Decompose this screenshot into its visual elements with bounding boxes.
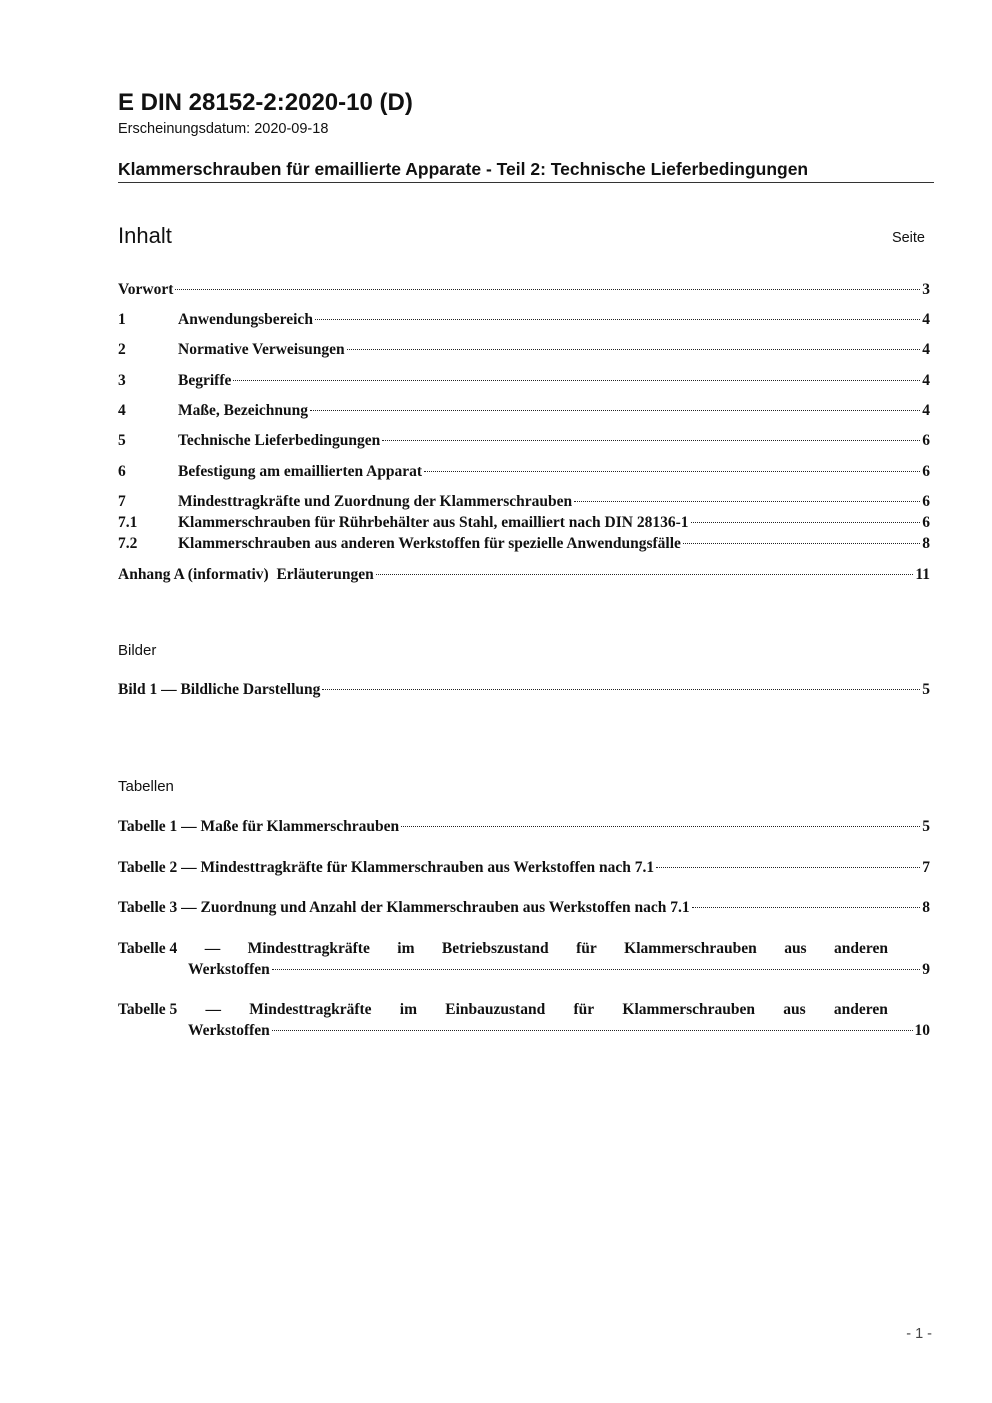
toc-entry-page: 6 (922, 463, 930, 480)
toc-entry-7[interactable] (118, 491, 930, 513)
dot-leader (574, 501, 920, 502)
table-entry-text-line-1 (118, 999, 888, 1020)
toc-entry-page: 3 (922, 281, 930, 298)
toc-entry-6[interactable] (118, 461, 930, 483)
toc-entry-number: 3 (118, 372, 126, 389)
table-entry-word: Klammerschrauben (624, 940, 757, 957)
table-entry-4[interactable] (118, 938, 930, 980)
table-entry-5[interactable] (118, 999, 930, 1041)
toc-entry-text: Klammerschrauben für Rührbehälter aus Stahl, emailliert nach DIN 28136-1 (178, 514, 689, 531)
toc-entry-number: 7.1 (118, 514, 138, 531)
toc-entry-1[interactable] (118, 309, 930, 331)
toc-entry-7-2[interactable] (118, 533, 930, 555)
toc-entry-number: 2 (118, 341, 126, 358)
document-title: Klammerschrauben für emaillierte Apparate - Teil 2: Technische Lieferbedingungen (118, 159, 809, 179)
dot-leader (424, 471, 920, 472)
toc-entry-text: Maße, Bezeichnung (178, 402, 309, 419)
table-entry-word: aus (783, 1001, 806, 1018)
toc-entry-text: Anwendungsbereich (178, 311, 313, 328)
figures-heading: Bilder (118, 642, 157, 659)
toc-entry-anhang-a[interactable] (118, 564, 930, 586)
table-entry-word: Mindesttragkräfte (247, 940, 370, 957)
dot-leader (310, 410, 920, 411)
tables-heading: Tabellen (118, 778, 174, 795)
table-entry-word: anderen (834, 940, 888, 957)
table-entry-word: im (397, 940, 415, 957)
dot-leader (272, 969, 920, 970)
toc-entry-page: 4 (922, 341, 930, 358)
toc-entry-number: 5 (118, 432, 126, 449)
table-entry-text: Tabelle 1 — Maße für Klammerschrauben (118, 818, 400, 835)
dot-leader (272, 1030, 913, 1031)
toc-entry-page: 8 (922, 535, 930, 552)
table-entry-word: — (204, 940, 221, 957)
dot-leader (175, 289, 920, 290)
dot-leader (322, 689, 920, 690)
table-entry-word: Tabelle 4 (118, 940, 178, 957)
dot-leader (656, 867, 920, 868)
dot-leader (233, 380, 920, 381)
toc-page-label: Seite (891, 230, 925, 246)
table-entry-word: Einbauzustand (445, 1001, 546, 1018)
table-entry-page: 9 (922, 961, 930, 978)
table-entry-text-line-2 (188, 959, 930, 980)
publication-date: Erscheinungsdatum: 2020-09-18 (118, 121, 329, 137)
toc-entry-vorwort[interactable] (118, 279, 930, 301)
table-entry-text-cont: Werkstoffen (188, 961, 270, 978)
figure-entry-text: Bild 1 — Bildliche Darstellung (118, 681, 321, 698)
toc-entry-4[interactable] (118, 400, 930, 422)
table-entry-text: Tabelle 3 — Zuordnung und Anzahl der Klammerschrauben aus Werkstoffen nach 7.1 (118, 899, 690, 916)
toc-entry-page: 4 (922, 372, 930, 389)
table-entry-page: 7 (922, 859, 930, 876)
table-entry-page: 10 (914, 1022, 930, 1039)
table-entry-word: im (399, 1001, 418, 1018)
table-entry-word: Klammerschrauben (622, 1001, 755, 1018)
toc-entry-text: Normative Verweisungen (178, 341, 345, 358)
toc-entry-number: 6 (118, 463, 126, 480)
toc-entry-text: Befestigung am emaillierten Apparat (178, 463, 423, 480)
table-entry-3[interactable] (118, 897, 930, 919)
table-entry-page: 8 (922, 899, 930, 916)
title-divider (118, 182, 934, 183)
table-entry-1[interactable] (118, 816, 930, 838)
toc-entry-text: Vorwort (118, 281, 174, 298)
toc-entry-text: Anhang A (informativ) Erläuterungen (118, 566, 374, 583)
toc-heading: Inhalt (118, 223, 172, 248)
table-entry-word: Betriebszustand (441, 940, 549, 957)
toc-entry-text: Mindesttragkräfte und Zuordnung der Klammerschrauben (178, 493, 573, 510)
dot-leader (376, 574, 914, 575)
toc-entry-page: 11 (915, 566, 930, 583)
figure-entry-page: 5 (922, 681, 930, 698)
toc-entry-page: 4 (922, 402, 930, 419)
table-entry-text-cont: Werkstoffen (188, 1022, 270, 1039)
table-entry-word: Tabelle 5 (118, 1001, 178, 1018)
dot-leader (401, 826, 920, 827)
table-entry-2[interactable] (118, 857, 930, 879)
table-entry-text-line-1 (118, 938, 888, 959)
table-entry-word: für (576, 940, 597, 957)
toc-entry-number: 7 (118, 493, 126, 510)
toc-entry-2[interactable] (118, 339, 930, 361)
toc-entry-page: 6 (922, 493, 930, 510)
table-entry-word: Mindesttragkräfte (249, 1001, 372, 1018)
table-entry-word: anderen (833, 1001, 888, 1018)
toc-entry-text: Technische Lieferbedingungen (178, 432, 381, 449)
toc-entry-page: 6 (922, 514, 930, 531)
dot-leader (382, 440, 920, 441)
dot-leader (683, 543, 920, 544)
toc-entry-number: 7.2 (118, 535, 138, 552)
toc-entry-page: 4 (922, 311, 930, 328)
dot-leader (315, 319, 920, 320)
toc-entry-number: 4 (118, 402, 126, 419)
dot-leader (347, 349, 921, 350)
toc-entry-text: Klammerschrauben aus anderen Werkstoffen für spezielle Anwendungsfälle (178, 535, 681, 552)
table-entry-word: aus (784, 940, 807, 957)
table-entry-word: — (205, 1001, 222, 1018)
document-id: E DIN 28152-2:2020-10 (D) (118, 89, 413, 116)
table-entry-text: Tabelle 2 — Mindesttragkräfte für Klammerschrauben aus Werkstoffen nach 7.1 (118, 859, 655, 876)
table-entry-page: 5 (922, 818, 930, 835)
toc-entry-page: 6 (922, 432, 930, 449)
toc-entry-text: Begriffe (178, 372, 232, 389)
table-entry-word: für (573, 1001, 595, 1018)
table-entry-text-line-2 (188, 1020, 930, 1041)
toc-entry-7-1[interactable] (118, 512, 930, 534)
page-number: - 1 - (906, 1326, 932, 1342)
dot-leader (692, 907, 921, 908)
toc-entry-number: 1 (118, 311, 126, 328)
dot-leader (691, 522, 921, 523)
toc-entry-3[interactable] (118, 370, 930, 392)
figure-entry-1[interactable] (118, 679, 930, 701)
toc-entry-5[interactable] (118, 430, 930, 452)
